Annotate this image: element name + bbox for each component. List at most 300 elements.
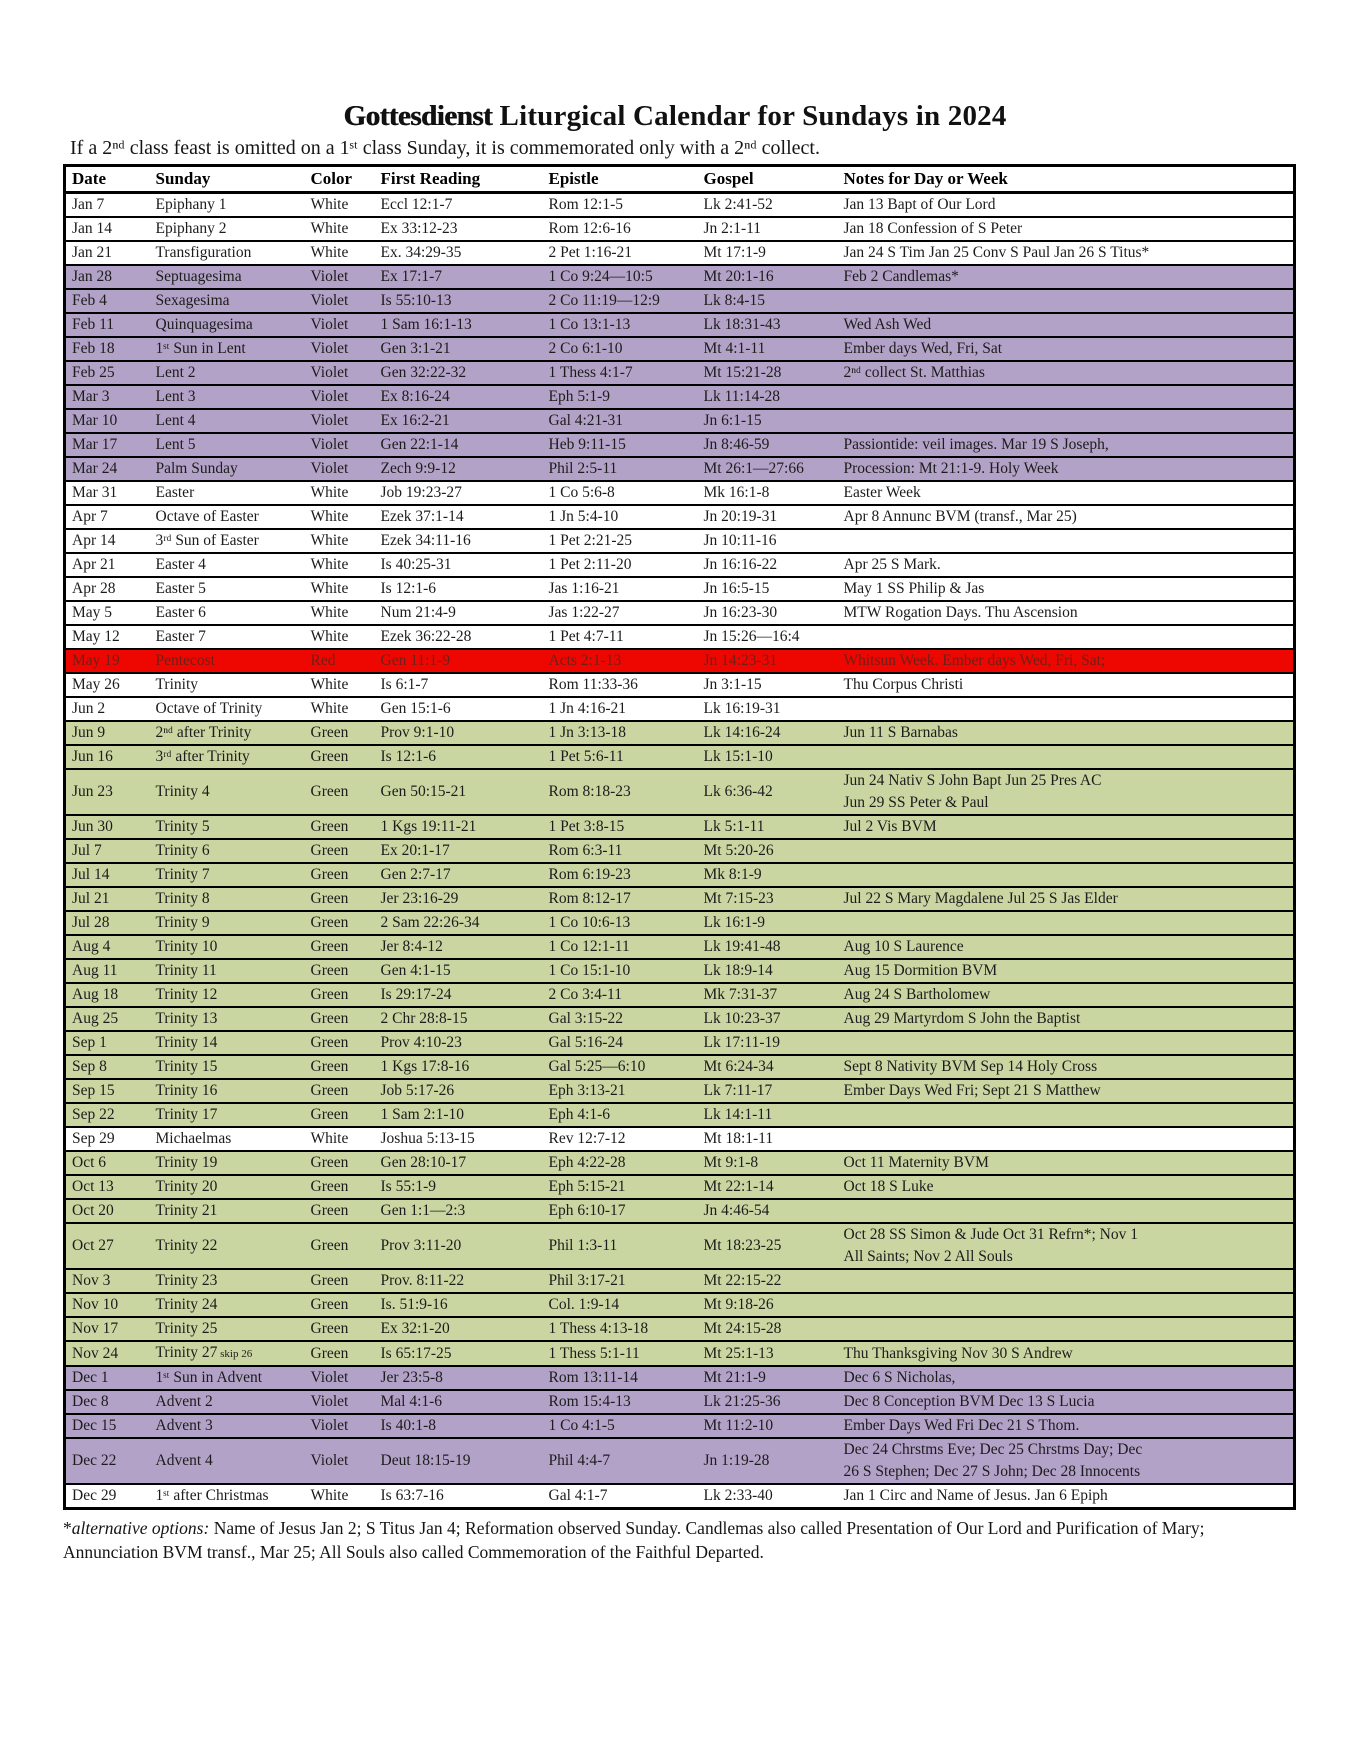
- cell-epistle: Eph 6:10-17: [543, 1199, 698, 1223]
- cell-color: Green: [305, 863, 375, 887]
- table-row: [65, 337, 1295, 361]
- cell-epistle: Rom 15:4-13: [543, 1390, 698, 1414]
- cell-notes: [838, 337, 1295, 361]
- cell-notes: [838, 815, 1295, 839]
- cell-notes: [838, 1341, 1295, 1366]
- table-row: [65, 1031, 1295, 1055]
- cell-gospel: Lk 15:1-10: [698, 745, 838, 769]
- cell-gospel: Jn 15:26—16:4: [698, 625, 838, 649]
- cell-gospel: Mt 9:1-8: [698, 1151, 838, 1175]
- cell-date: Aug 18: [65, 983, 150, 1007]
- cell-notes: [838, 1366, 1295, 1390]
- cell-epistle: Rom 11:33-36: [543, 673, 698, 697]
- cell-first-reading: Ezek 34:11-16: [375, 529, 543, 553]
- cell-notes: [838, 1055, 1295, 1079]
- cell-notes: [838, 887, 1295, 911]
- note-line: Jun 24 Nativ S John Bapt Jun 25 Pres AC: [843, 772, 1102, 789]
- cell-color: Violet: [305, 313, 375, 337]
- note-line: Apr 25 S Mark.: [843, 556, 941, 573]
- cell-notes: [838, 721, 1295, 745]
- cell-color: Green: [305, 815, 375, 839]
- column-header-sunday: Sunday: [150, 166, 305, 193]
- cell-epistle: Eph 4:1-6: [543, 1103, 698, 1127]
- cell-first-reading: Job 19:23-27: [375, 481, 543, 505]
- note-line: Thu Corpus Christi: [843, 676, 964, 693]
- cell-epistle: 1 Co 15:1-10: [543, 959, 698, 983]
- note-line: Whitsun Week. Ember days Wed, Fri, Sat;: [843, 652, 1106, 669]
- note-line: All Saints; Nov 2 All Souls: [843, 1248, 1013, 1265]
- cell-first-reading: 1 Sam 2:1-10: [375, 1103, 543, 1127]
- cell-notes: [838, 577, 1295, 601]
- cell-first-reading: Is 29:17-24: [375, 983, 543, 1007]
- cell-epistle: Rom 6:19-23: [543, 863, 698, 887]
- cell-notes: [838, 481, 1295, 505]
- cell-notes: [838, 697, 1295, 721]
- cell-gospel: Mt 22:15-22: [698, 1269, 838, 1293]
- cell-notes: [838, 1151, 1295, 1175]
- table-row: [65, 1151, 1295, 1175]
- table-row: [65, 649, 1295, 673]
- cell-sunday: Octave of Trinity: [150, 697, 305, 721]
- note-line: Ember days Wed, Fri, Sat: [843, 340, 1003, 357]
- note-line: Procession: Mt 21:1-9. Holy Week: [843, 460, 1059, 477]
- cell-date: Aug 25: [65, 1007, 150, 1031]
- note-line: Ember Days Wed Fri Dec 21 S Thom.: [843, 1417, 1080, 1434]
- cell-color: White: [305, 241, 375, 265]
- note-line: Sept 8 Nativity BVM Sep 14 Holy Cross: [843, 1058, 1098, 1075]
- cell-date: May 12: [65, 625, 150, 649]
- cell-sunday: Trinity 17: [150, 1103, 305, 1127]
- cell-first-reading: Ex 32:1-20: [375, 1317, 543, 1341]
- cell-color: Violet: [305, 1390, 375, 1414]
- note-line: Oct 18 S Luke: [843, 1178, 934, 1195]
- cell-first-reading: Ex 33:12-23: [375, 217, 543, 241]
- cell-sunday: Trinity 6: [150, 839, 305, 863]
- cell-epistle: 2 Co 3:4-11: [543, 983, 698, 1007]
- cell-color: Green: [305, 769, 375, 815]
- cell-color: Green: [305, 935, 375, 959]
- cell-first-reading: Is 40:1-8: [375, 1414, 543, 1438]
- cell-date: Nov 10: [65, 1293, 150, 1317]
- cell-color: Violet: [305, 1438, 375, 1484]
- cell-sunday: 2ⁿᵈ after Trinity: [150, 721, 305, 745]
- cell-gospel: Jn 10:11-16: [698, 529, 838, 553]
- cell-first-reading: Is 55:1-9: [375, 1175, 543, 1199]
- column-header-gospel: Gospel: [698, 166, 838, 193]
- cell-notes: [838, 289, 1295, 313]
- cell-date: Mar 17: [65, 433, 150, 457]
- table-row: [65, 1438, 1295, 1484]
- cell-date: Aug 11: [65, 959, 150, 983]
- cell-notes: [838, 839, 1295, 863]
- note-line: Dec 24 Chrstms Eve; Dec 25 Chrstms Day; Dec: [843, 1441, 1143, 1458]
- note-line: Jan 1 Circ and Name of Jesus. Jan 6 Epiph: [843, 1487, 1108, 1504]
- cell-color: Violet: [305, 385, 375, 409]
- cell-date: Jun 23: [65, 769, 150, 815]
- note-line: Passiontide: veil images. Mar 19 S Joseph,: [843, 436, 1109, 453]
- cell-color: Violet: [305, 433, 375, 457]
- cell-epistle: 1 Co 5:6-8: [543, 481, 698, 505]
- note-line: Aug 29 Martyrdom S John the Baptist: [843, 1010, 1081, 1027]
- cell-sunday: Trinity 16: [150, 1079, 305, 1103]
- cell-epistle: Eph 3:13-21: [543, 1079, 698, 1103]
- cell-sunday: 3ʳᵈ Sun of Easter: [150, 529, 305, 553]
- table-row: [65, 745, 1295, 769]
- cell-sunday: Transfiguration: [150, 241, 305, 265]
- cell-sunday: Easter 5: [150, 577, 305, 601]
- cell-sunday: Trinity 11: [150, 959, 305, 983]
- table-row: [65, 385, 1295, 409]
- cell-gospel: Lk 17:11-19: [698, 1031, 838, 1055]
- table-row: [65, 529, 1295, 553]
- note-line: Aug 15 Dormition BVM: [843, 962, 998, 979]
- cell-date: Sep 8: [65, 1055, 150, 1079]
- cell-color: White: [305, 529, 375, 553]
- cell-gospel: Jn 16:23-30: [698, 601, 838, 625]
- cell-color: White: [305, 601, 375, 625]
- cell-first-reading: Zech 9:9-12: [375, 457, 543, 481]
- cell-color: Violet: [305, 457, 375, 481]
- cell-color: Violet: [305, 1414, 375, 1438]
- cell-color: Green: [305, 1007, 375, 1031]
- cell-sunday: Trinity 4: [150, 769, 305, 815]
- cell-gospel: Lk 16:19-31: [698, 697, 838, 721]
- cell-epistle: Gal 4:1-7: [543, 1484, 698, 1509]
- cell-color: White: [305, 193, 375, 218]
- cell-color: Violet: [305, 409, 375, 433]
- cell-color: Green: [305, 1341, 375, 1366]
- cell-epistle: Gal 3:15-22: [543, 1007, 698, 1031]
- cell-notes: [838, 217, 1295, 241]
- cell-date: Dec 8: [65, 1390, 150, 1414]
- note-line: MTW Rogation Days. Thu Ascension: [843, 604, 1078, 621]
- cell-notes: [838, 983, 1295, 1007]
- column-header-date: Date: [65, 166, 150, 193]
- cell-first-reading: 2 Chr 28:8-15: [375, 1007, 543, 1031]
- cell-color: Green: [305, 1175, 375, 1199]
- cell-first-reading: Gen 3:1-21: [375, 337, 543, 361]
- cell-gospel: Mt 6:24-34: [698, 1055, 838, 1079]
- note-line: 26 S Stephen; Dec 27 S John; Dec 28 Innocents: [843, 1463, 1141, 1480]
- cell-epistle: 1 Thess 4:13-18: [543, 1317, 698, 1341]
- cell-date: Mar 10: [65, 409, 150, 433]
- cell-sunday: Easter 6: [150, 601, 305, 625]
- cell-date: Mar 24: [65, 457, 150, 481]
- cell-gospel: Mt 7:15-23: [698, 887, 838, 911]
- cell-sunday: 1ˢᵗ after Christmas: [150, 1484, 305, 1509]
- cell-color: White: [305, 217, 375, 241]
- cell-notes: [838, 1390, 1295, 1414]
- cell-epistle: Eph 5:1-9: [543, 385, 698, 409]
- cell-gospel: Mt 20:1-16: [698, 265, 838, 289]
- cell-first-reading: Gen 11:1-9: [375, 649, 543, 673]
- cell-sunday: Sexagesima: [150, 289, 305, 313]
- cell-notes: [838, 313, 1295, 337]
- cell-date: Oct 27: [65, 1223, 150, 1269]
- cell-gospel: Jn 6:1-15: [698, 409, 838, 433]
- cell-color: Green: [305, 983, 375, 1007]
- cell-epistle: 1 Jn 3:13-18: [543, 721, 698, 745]
- cell-first-reading: Ex 8:16-24: [375, 385, 543, 409]
- cell-epistle: 1 Thess 4:1-7: [543, 361, 698, 385]
- cell-notes: [838, 361, 1295, 385]
- table-row: [65, 313, 1295, 337]
- cell-sunday: Trinity 15: [150, 1055, 305, 1079]
- cell-date: Jun 16: [65, 745, 150, 769]
- cell-date: Apr 28: [65, 577, 150, 601]
- note-line: Feb 2 Candlemas*: [843, 268, 959, 285]
- cell-epistle: Rom 8:12-17: [543, 887, 698, 911]
- cell-sunday: 1ˢᵗ Sun in Advent: [150, 1366, 305, 1390]
- table-row: [65, 935, 1295, 959]
- cell-color: Green: [305, 1293, 375, 1317]
- cell-gospel: Mt 11:2-10: [698, 1414, 838, 1438]
- cell-sunday: Epiphany 2: [150, 217, 305, 241]
- cell-notes: [838, 863, 1295, 887]
- cell-first-reading: Is 63:7-16: [375, 1484, 543, 1509]
- cell-color: Green: [305, 1079, 375, 1103]
- cell-sunday: Easter 7: [150, 625, 305, 649]
- column-header-notes-for-day-or-week: Notes for Day or Week: [838, 166, 1295, 193]
- cell-first-reading: Num 21:4-9: [375, 601, 543, 625]
- cell-first-reading: Gen 1:1—2:3: [375, 1199, 543, 1223]
- cell-first-reading: Is 55:10-13: [375, 289, 543, 313]
- table-row: [65, 1199, 1295, 1223]
- cell-color: Green: [305, 1103, 375, 1127]
- cell-notes: [838, 529, 1295, 553]
- cell-notes: [838, 959, 1295, 983]
- cell-gospel: Lk 14:16-24: [698, 721, 838, 745]
- liturgical-calendar-table: [63, 164, 1296, 1510]
- cell-notes: [838, 1079, 1295, 1103]
- cell-gospel: Jn 16:16-22: [698, 553, 838, 577]
- cell-date: Sep 15: [65, 1079, 150, 1103]
- cell-gospel: Lk 11:14-28: [698, 385, 838, 409]
- cell-epistle: 1 Pet 4:7-11: [543, 625, 698, 649]
- cell-epistle: Rom 12:1-5: [543, 193, 698, 218]
- cell-first-reading: Is 12:1-6: [375, 577, 543, 601]
- cell-gospel: Jn 14:23-31: [698, 649, 838, 673]
- note-line: Aug 10 S Laurence: [843, 938, 964, 955]
- cell-epistle: Phil 2:5-11: [543, 457, 698, 481]
- cell-sunday: Trinity 12: [150, 983, 305, 1007]
- cell-color: Violet: [305, 265, 375, 289]
- note-line: Jan 18 Confession of S Peter: [843, 220, 1023, 237]
- cell-gospel: Mt 22:1-14: [698, 1175, 838, 1199]
- cell-date: Apr 21: [65, 553, 150, 577]
- table-row: [65, 697, 1295, 721]
- cell-sunday: Lent 5: [150, 433, 305, 457]
- cell-epistle: Heb 9:11-15: [543, 433, 698, 457]
- cell-sunday: Octave of Easter: [150, 505, 305, 529]
- cell-sunday: Trinity 22: [150, 1223, 305, 1269]
- cell-notes: [838, 1438, 1295, 1484]
- cell-notes: [838, 745, 1295, 769]
- cell-color: Violet: [305, 289, 375, 313]
- cell-epistle: Gal 4:21-31: [543, 409, 698, 433]
- cell-sunday: Lent 3: [150, 385, 305, 409]
- cell-notes: [838, 911, 1295, 935]
- table-row: [65, 911, 1295, 935]
- cell-date: Apr 14: [65, 529, 150, 553]
- cell-sunday: Advent 3: [150, 1414, 305, 1438]
- cell-sunday: Trinity 5: [150, 815, 305, 839]
- table-row: [65, 1223, 1295, 1269]
- cell-epistle: 1 Jn 5:4-10: [543, 505, 698, 529]
- table-row: [65, 815, 1295, 839]
- cell-first-reading: Job 5:17-26: [375, 1079, 543, 1103]
- cell-color: White: [305, 625, 375, 649]
- cell-gospel: Lk 18:31-43: [698, 313, 838, 337]
- cell-epistle: Eph 4:22-28: [543, 1151, 698, 1175]
- cell-date: Jul 7: [65, 839, 150, 863]
- cell-epistle: Eph 5:15-21: [543, 1175, 698, 1199]
- table-row: [65, 1366, 1295, 1390]
- cell-date: Aug 4: [65, 935, 150, 959]
- cell-gospel: Lk 16:1-9: [698, 911, 838, 935]
- column-header-epistle: Epistle: [543, 166, 698, 193]
- cell-gospel: Mt 26:1—27:66: [698, 457, 838, 481]
- table-row: [65, 1127, 1295, 1151]
- cell-notes: [838, 1269, 1295, 1293]
- cell-gospel: Mt 17:1-9: [698, 241, 838, 265]
- cell-color: Green: [305, 839, 375, 863]
- cell-color: Green: [305, 1269, 375, 1293]
- cell-gospel: Mt 4:1-11: [698, 337, 838, 361]
- cell-notes: [838, 649, 1295, 673]
- cell-first-reading: Is 12:1-6: [375, 745, 543, 769]
- cell-notes: [838, 385, 1295, 409]
- cell-date: Jan 14: [65, 217, 150, 241]
- cell-color: Green: [305, 721, 375, 745]
- cell-sunday: Palm Sunday: [150, 457, 305, 481]
- cell-gospel: Lk 6:36-42: [698, 769, 838, 815]
- cell-first-reading: 1 Kgs 17:8-16: [375, 1055, 543, 1079]
- note-line: Jun 29 SS Peter & Paul: [843, 794, 989, 811]
- cell-gospel: Lk 19:41-48: [698, 935, 838, 959]
- cell-first-reading: Ex 17:1-7: [375, 265, 543, 289]
- table-row: [65, 241, 1295, 265]
- cell-gospel: Lk 2:33-40: [698, 1484, 838, 1509]
- cell-sunday: Easter 4: [150, 553, 305, 577]
- cell-sunday: Easter: [150, 481, 305, 505]
- table-row: [65, 265, 1295, 289]
- cell-gospel: Lk 7:11-17: [698, 1079, 838, 1103]
- cell-color: Green: [305, 887, 375, 911]
- cell-date: Apr 7: [65, 505, 150, 529]
- cell-color: Violet: [305, 337, 375, 361]
- table-row: [65, 505, 1295, 529]
- cell-first-reading: Gen 22:1-14: [375, 433, 543, 457]
- cell-gospel: Lk 14:1-11: [698, 1103, 838, 1127]
- note-line: Jun 11 S Barnabas: [843, 724, 958, 741]
- cell-first-reading: Prov 3:11-20: [375, 1223, 543, 1269]
- cell-sunday: Trinity 9: [150, 911, 305, 935]
- table-row: [65, 1341, 1295, 1366]
- cell-notes: [838, 1414, 1295, 1438]
- cell-epistle: Rev 12:7-12: [543, 1127, 698, 1151]
- table-row: [65, 1269, 1295, 1293]
- cell-color: Violet: [305, 1366, 375, 1390]
- cell-notes: [838, 1127, 1295, 1151]
- footnote-text: Name of Jesus Jan 2; S Titus Jan 4; Reformation observed Sunday. Candlemas also called Presentation of Our Lord and Purification of Mary; Annunciation BVM transf., Mar 25; All Souls also called Commemoration of the Faithful Departed.: [63, 1518, 1205, 1562]
- table-row: [65, 1007, 1295, 1031]
- cell-date: Oct 6: [65, 1151, 150, 1175]
- cell-notes: [838, 769, 1295, 815]
- cell-epistle: Jas 1:16-21: [543, 577, 698, 601]
- cell-notes: [838, 1199, 1295, 1223]
- note-line: Wed Ash Wed: [843, 316, 932, 333]
- table-row: [65, 409, 1295, 433]
- cell-first-reading: Deut 18:15-19: [375, 1438, 543, 1484]
- cell-notes: [838, 1293, 1295, 1317]
- table-row: [65, 887, 1295, 911]
- cell-first-reading: Eccl 12:1-7: [375, 193, 543, 218]
- cell-date: Jun 2: [65, 697, 150, 721]
- cell-sunday: Epiphany 1: [150, 193, 305, 218]
- cell-epistle: 1 Pet 2:11-20: [543, 553, 698, 577]
- cell-date: May 19: [65, 649, 150, 673]
- cell-first-reading: Is 40:25-31: [375, 553, 543, 577]
- table-header-row: [65, 166, 1295, 193]
- cell-sunday: Trinity 21: [150, 1199, 305, 1223]
- cell-gospel: Mt 15:21-28: [698, 361, 838, 385]
- table-row: [65, 863, 1295, 887]
- cell-gospel: Mt 25:1-13: [698, 1341, 838, 1366]
- cell-epistle: Jas 1:22-27: [543, 601, 698, 625]
- cell-color: White: [305, 577, 375, 601]
- column-header-color: Color: [305, 166, 375, 193]
- table-row: [65, 1484, 1295, 1509]
- table-row: [65, 433, 1295, 457]
- table-row: [65, 1175, 1295, 1199]
- cell-first-reading: Jer 23:16-29: [375, 887, 543, 911]
- cell-sunday: Quinquagesima: [150, 313, 305, 337]
- cell-color: Green: [305, 1199, 375, 1223]
- cell-color: White: [305, 1484, 375, 1509]
- cell-epistle: Rom 8:18-23: [543, 769, 698, 815]
- table-row: [65, 217, 1295, 241]
- cell-notes: [838, 193, 1295, 218]
- cell-gospel: Mt 24:15-28: [698, 1317, 838, 1341]
- cell-gospel: Mk 8:1-9: [698, 863, 838, 887]
- cell-notes: [838, 1103, 1295, 1127]
- table-row: [65, 769, 1295, 815]
- cell-gospel: Mt 18:1-11: [698, 1127, 838, 1151]
- cell-first-reading: Ex 20:1-17: [375, 839, 543, 863]
- footnote-marker: *: [63, 1518, 72, 1538]
- note-line: Easter Week: [843, 484, 921, 501]
- cell-date: Dec 29: [65, 1484, 150, 1509]
- cell-date: Oct 13: [65, 1175, 150, 1199]
- footnote: [63, 1516, 1303, 1564]
- cell-first-reading: Gen 15:1-6: [375, 697, 543, 721]
- cell-epistle: Phil 4:4-7: [543, 1438, 698, 1484]
- cell-gospel: Mt 9:18-26: [698, 1293, 838, 1317]
- cell-first-reading: Prov 4:10-23: [375, 1031, 543, 1055]
- cell-date: Jun 9: [65, 721, 150, 745]
- cell-first-reading: Is. 51:9-16: [375, 1293, 543, 1317]
- cell-gospel: Mk 16:1-8: [698, 481, 838, 505]
- cell-date: Nov 3: [65, 1269, 150, 1293]
- cell-epistle: 1 Thess 5:1-11: [543, 1341, 698, 1366]
- cell-color: Green: [305, 1031, 375, 1055]
- cell-sunday: Advent 4: [150, 1438, 305, 1484]
- table-row: [65, 959, 1295, 983]
- cell-notes: [838, 625, 1295, 649]
- cell-color: Green: [305, 1055, 375, 1079]
- cell-first-reading: Gen 4:1-15: [375, 959, 543, 983]
